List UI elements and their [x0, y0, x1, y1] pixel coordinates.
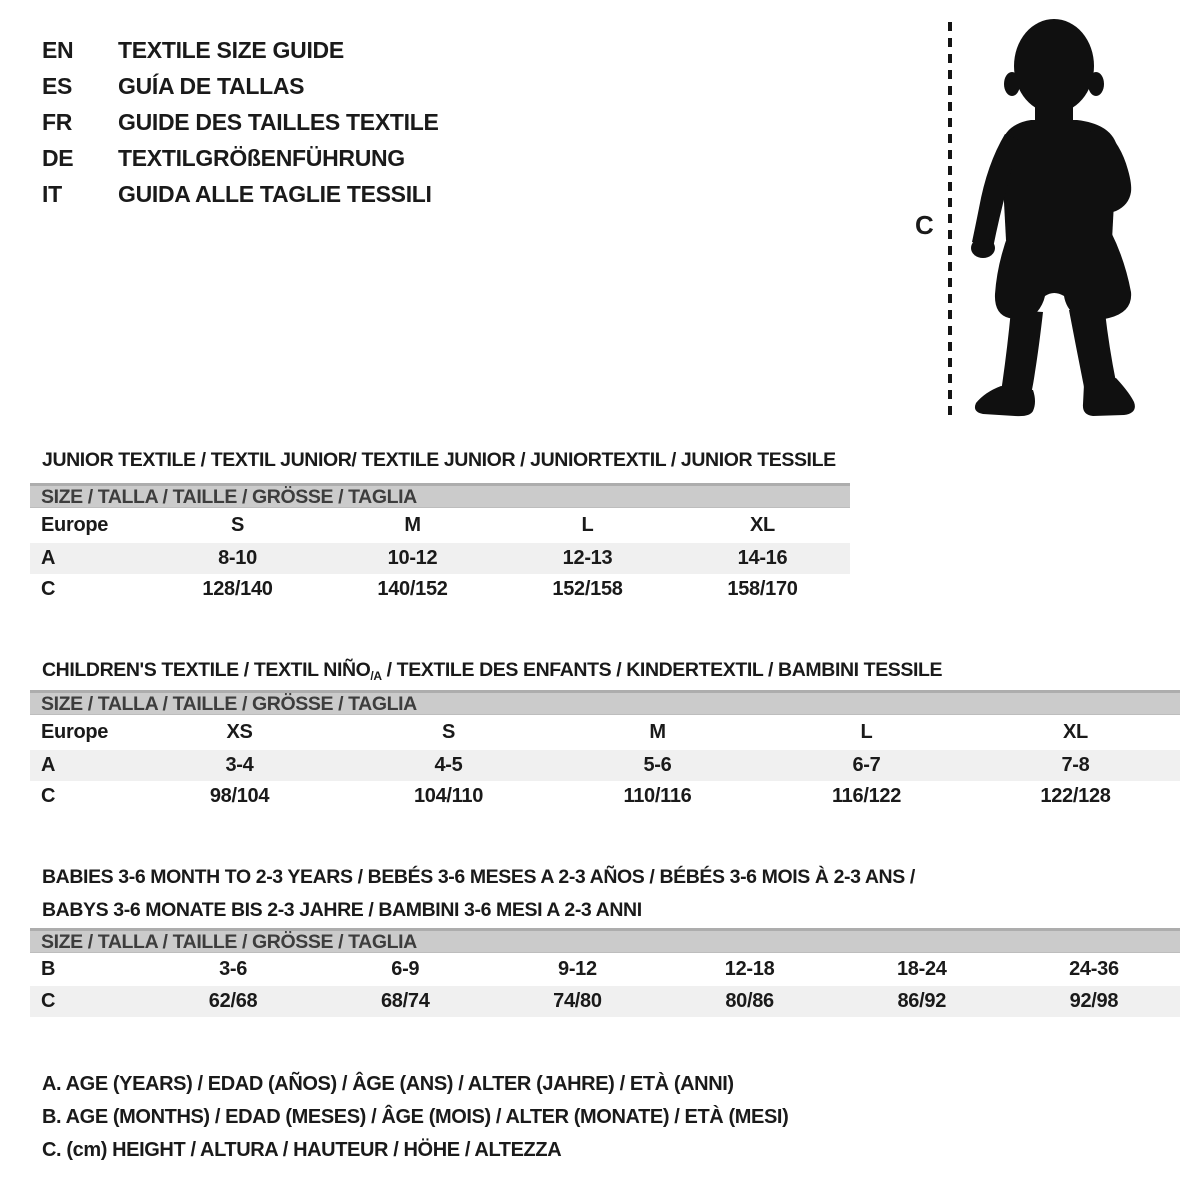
babies-row-months: [30, 953, 1180, 986]
children-row-europe: [30, 715, 1180, 750]
size-cell: 6-7: [852, 754, 881, 776]
size-cell: L: [581, 514, 594, 536]
size-cell: S: [441, 721, 456, 743]
size-cell: 12-18: [724, 958, 775, 980]
language-header: [42, 32, 439, 212]
junior-size-header-bar: SIZE / TALLA / TAILLE / GRÖSSE / TAGLIA: [30, 483, 850, 508]
size-cell: 9-12: [558, 958, 597, 980]
children-title-pre: CHILDREN'S TEXTILE / TEXTIL NIÑO: [42, 659, 371, 682]
legend-line-c: C. (cm) HEIGHT / ALTURA / HAUTEUR / HÖHE / ALTEZZA: [42, 1139, 562, 1161]
size-cell: 5-6: [643, 754, 672, 776]
size-cell: 3-6: [219, 958, 248, 980]
size-cell: 140/152: [377, 578, 448, 600]
children-size-table: [30, 690, 1180, 812]
lang-title: TEXTILGRÖßENFÜHRUNG: [118, 145, 405, 171]
size-cell: 12-13: [562, 547, 613, 569]
lang-code: DE: [42, 145, 74, 171]
size-cell: 122/128: [1040, 785, 1111, 807]
lang-title: GUIDE DES TAILLES TEXTILE: [118, 109, 439, 135]
row-label: Europe: [41, 721, 109, 743]
size-cell: 92/98: [1069, 990, 1119, 1012]
legend-line-b: B. AGE (MONTHS) / EDAD (MESES) / ÂGE (MOIS) / ALTER (MONATE) / ETÀ (MESI): [42, 1106, 789, 1128]
lang-row-it: [42, 176, 439, 212]
size-cell: 6-9: [391, 958, 420, 980]
junior-row-europe: [30, 508, 850, 543]
size-cell: M: [404, 514, 421, 536]
row-label: C: [41, 990, 56, 1012]
lang-code: IT: [42, 181, 62, 207]
size-cell: XL: [750, 514, 775, 536]
size-cell: L: [860, 721, 873, 743]
junior-row-height: [30, 574, 850, 605]
height-measure-figure: [935, 12, 1165, 422]
junior-section-title: JUNIOR TEXTILE / TEXTIL JUNIOR/ TEXTILE JUNIOR / JUNIORTEXTIL / JUNIOR TESSILE: [42, 449, 836, 472]
babies-row-height: [30, 986, 1180, 1017]
legend-line-a: A. AGE (YEARS) / EDAD (AÑOS) / ÂGE (ANS) / ALTER (JAHRE) / ETÀ (ANNI): [42, 1073, 734, 1095]
lang-code: EN: [42, 37, 74, 63]
size-cell: 8-10: [218, 547, 257, 569]
children-title-sub: /A: [370, 669, 382, 684]
lang-row-es: [42, 68, 439, 104]
size-cell: 98/104: [209, 785, 270, 807]
size-cell: 4-5: [434, 754, 463, 776]
size-cell: XS: [226, 721, 253, 743]
lang-row-fr: [42, 104, 439, 140]
size-cell: 104/110: [413, 785, 484, 807]
lang-code: FR: [42, 109, 73, 135]
lang-title: GUIDA ALLE TAGLIE TESSILI: [118, 181, 432, 207]
children-title-post: / TEXTILE DES ENFANTS / KINDERTEXTIL / BAMBINI TESSILE: [381, 659, 943, 682]
row-label: A: [41, 547, 56, 569]
row-label: B: [41, 958, 56, 980]
babies-title-line2: BABYS 3-6 MONATE BIS 2-3 JAHRE / BAMBINI 3-6 MESI A 2-3 ANNI: [42, 899, 642, 922]
size-cell: XL: [1063, 721, 1088, 743]
baby-silhouette: [971, 19, 1135, 416]
lang-code: ES: [42, 73, 73, 99]
size-cell: 62/68: [208, 990, 258, 1012]
lang-title: GUÍA DE TALLAS: [118, 73, 305, 99]
size-cell: 10-12: [387, 547, 438, 569]
measure-label-c: C: [915, 210, 934, 240]
row-label: C: [41, 785, 56, 807]
size-cell: 24-36: [1069, 958, 1119, 980]
size-cell: S: [230, 514, 245, 536]
row-label: Europe: [41, 514, 109, 536]
size-cell: 158/170: [727, 578, 798, 600]
size-cell: 14-16: [737, 547, 788, 569]
lang-row-en: [42, 32, 439, 68]
babies-title-line1: BABIES 3-6 MONTH TO 2-3 YEARS / BEBÉS 3-6 MESES A 2-3 AÑOS / BÉBÉS 3-6 MOIS À 2-3 ANS /: [42, 866, 915, 889]
size-cell: 7-8: [1061, 754, 1090, 776]
size-cell: 3-4: [225, 754, 254, 776]
row-label: C: [41, 578, 56, 600]
size-cell: 110/116: [623, 785, 692, 807]
lang-row-de: [42, 140, 439, 176]
lang-title: TEXTILE SIZE GUIDE: [118, 37, 344, 63]
size-cell: 128/140: [202, 578, 273, 600]
babies-size-table: [30, 928, 1180, 1017]
row-label: A: [41, 754, 56, 776]
babies-size-header-bar: SIZE / TALLA / TAILLE / GRÖSSE / TAGLIA: [30, 928, 1180, 953]
children-section-title: [42, 659, 942, 688]
size-cell: 80/86: [725, 990, 774, 1012]
size-cell: 152/158: [552, 578, 623, 600]
baby-silhouette-svg: [935, 12, 1165, 422]
children-size-header-bar: SIZE / TALLA / TAILLE / GRÖSSE / TAGLIA: [30, 690, 1180, 715]
measure-legend: [42, 1068, 788, 1167]
junior-size-table: [30, 483, 850, 605]
children-row-age: [30, 750, 1180, 781]
junior-row-age: [30, 543, 850, 574]
children-row-height: [30, 781, 1180, 812]
size-cell: 18-24: [896, 958, 947, 980]
babies-section-title: [42, 861, 915, 927]
size-cell: 116/122: [831, 785, 902, 807]
size-cell: 68/74: [380, 990, 430, 1012]
size-cell: 86/92: [897, 990, 947, 1012]
size-cell: 74/80: [553, 990, 602, 1012]
size-cell: M: [649, 721, 666, 743]
